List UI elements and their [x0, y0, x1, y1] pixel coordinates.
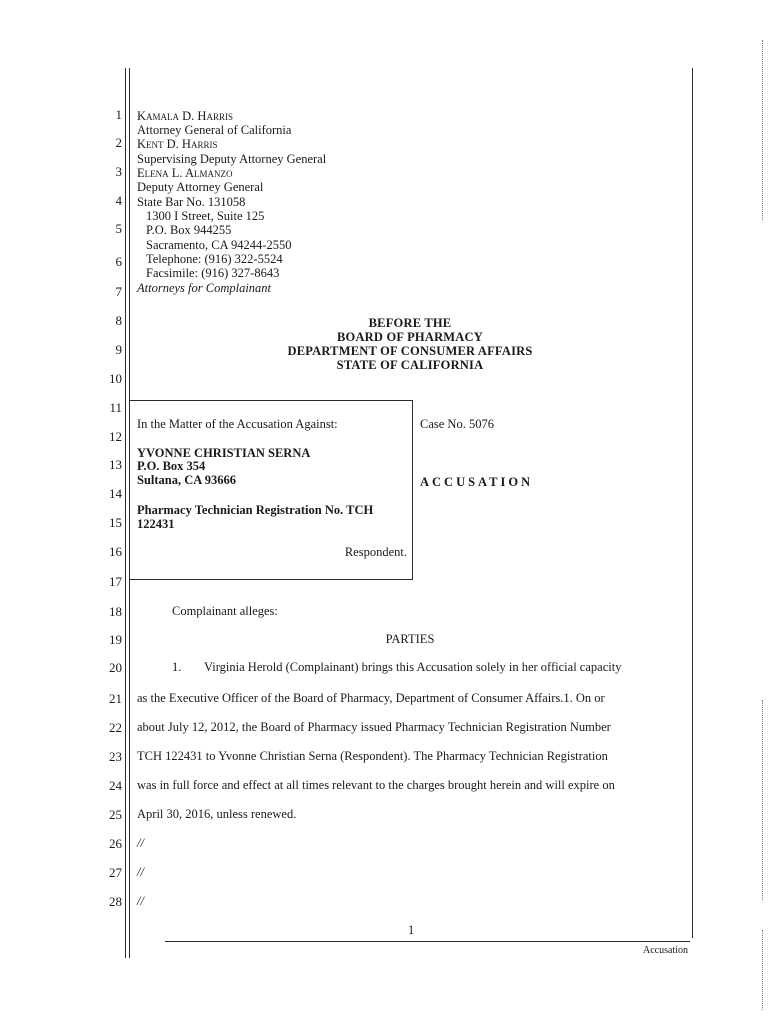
- line-number: 18: [109, 604, 122, 619]
- attorneys-for: Attorneys for Complainant: [137, 281, 272, 295]
- caption-box-divider: [412, 400, 413, 580]
- paragraph-line: about July 12, 2012, the Board of Pharmacy issued Pharmacy Technician Registration Number: [137, 720, 611, 734]
- page-number: 1: [408, 923, 415, 937]
- left-margin-rule-outer: [125, 68, 126, 958]
- respondent-address: Sultana, CA 93666: [137, 473, 236, 487]
- line-number: 24: [109, 778, 122, 793]
- paragraph-line: TCH 122431 to Yvonne Christian Serna (Respondent). The Pharmacy Technician Registration: [137, 749, 608, 763]
- attorney-title: Deputy Attorney General: [137, 180, 264, 194]
- respondent-name: YVONNE CHRISTIAN SERNA: [137, 446, 311, 460]
- line-number: 28: [109, 894, 122, 909]
- matter-heading: In the Matter of the Accusation Against:: [137, 417, 338, 431]
- line-number: 17: [109, 574, 122, 589]
- respondent-label: Respondent.: [344, 545, 407, 559]
- line-number: 26: [109, 836, 122, 851]
- line-number: 11: [109, 400, 122, 415]
- continuation-mark: //: [137, 865, 144, 879]
- line-number: 14: [109, 486, 122, 501]
- po-box: P.O. Box 944255: [146, 223, 232, 237]
- paragraph-number: 1.: [172, 660, 182, 674]
- footer-rule: [165, 941, 690, 942]
- telephone: Telephone: (916) 322-5524: [146, 252, 283, 266]
- scan-edge-artifact: [762, 700, 764, 900]
- scan-edge-artifact: [762, 930, 764, 1010]
- line-number: 19: [109, 632, 122, 647]
- line-number: 21: [109, 691, 122, 706]
- attorney-name: Kamala D. Harris: [137, 109, 233, 123]
- line-number: 3: [115, 164, 122, 179]
- registration-number: Pharmacy Technician Registration No. TCH: [137, 503, 374, 517]
- intro-text: Complainant alleges:: [172, 604, 278, 618]
- paragraph-line: Virginia Herold (Complainant) brings this Accusation solely in her official capacity: [204, 660, 622, 674]
- line-number: 9: [115, 342, 122, 357]
- case-number: Case No. 5076: [420, 417, 494, 431]
- line-number: 27: [109, 865, 122, 880]
- line-number: 4: [115, 193, 122, 208]
- caption-box-top: [130, 400, 413, 401]
- facsimile: Facsimile: (916) 327-8643: [146, 266, 280, 280]
- line-number: 23: [109, 749, 122, 764]
- city-state-zip: Sacramento, CA 94244-2550: [146, 238, 292, 252]
- line-number: 20: [109, 660, 122, 675]
- scan-edge-artifact: [762, 40, 764, 220]
- continuation-mark: //: [137, 836, 144, 850]
- line-number: 7: [115, 284, 122, 299]
- caption-line: STATE OF CALIFORNIA: [336, 358, 484, 372]
- line-number: 8: [115, 313, 122, 328]
- paragraph-line: as the Executive Officer of the Board of Pharmacy, Department of Consumer Affairs.1. On or: [137, 691, 605, 705]
- registration-number: 122431: [137, 517, 175, 531]
- caption-box-bottom: [130, 579, 413, 580]
- state-bar-number: State Bar No. 131058: [137, 195, 246, 209]
- street-address: 1300 I Street, Suite 125: [146, 209, 265, 223]
- section-heading: PARTIES: [385, 632, 435, 646]
- attorney-title: Supervising Deputy Attorney General: [137, 152, 327, 166]
- line-number: 10: [109, 371, 122, 386]
- line-number: 1: [115, 107, 122, 122]
- document-type: ACCUSATION: [420, 475, 534, 489]
- caption-line: BOARD OF PHARMACY: [337, 330, 483, 344]
- line-number: 25: [109, 807, 122, 822]
- right-margin-rule: [692, 68, 693, 938]
- line-number: 6: [115, 254, 122, 269]
- line-number: 15: [109, 515, 122, 530]
- line-number: 12: [109, 429, 122, 444]
- line-number: 22: [109, 720, 122, 735]
- line-number: 5: [115, 221, 122, 236]
- attorney-name: Elena L. Almanzo: [137, 166, 233, 180]
- footer-label: Accusation: [643, 945, 688, 956]
- continuation-mark: //: [137, 894, 144, 908]
- paragraph-line: April 30, 2016, unless renewed.: [137, 807, 297, 821]
- respondent-address: P.O. Box 354: [137, 459, 206, 473]
- line-number: 13: [109, 457, 122, 472]
- attorney-name: Kent D. Harris: [137, 137, 218, 151]
- left-margin-rule-inner: [129, 68, 130, 958]
- attorney-title: Attorney General of California: [137, 123, 292, 137]
- line-number: 16: [109, 544, 122, 559]
- line-number: 2: [115, 135, 122, 150]
- caption-line: BEFORE THE: [368, 316, 452, 330]
- paragraph-line: was in full force and effect at all times relevant to the charges brought herein and will expire on: [137, 778, 615, 792]
- caption-line: DEPARTMENT OF CONSUMER AFFAIRS: [287, 344, 533, 358]
